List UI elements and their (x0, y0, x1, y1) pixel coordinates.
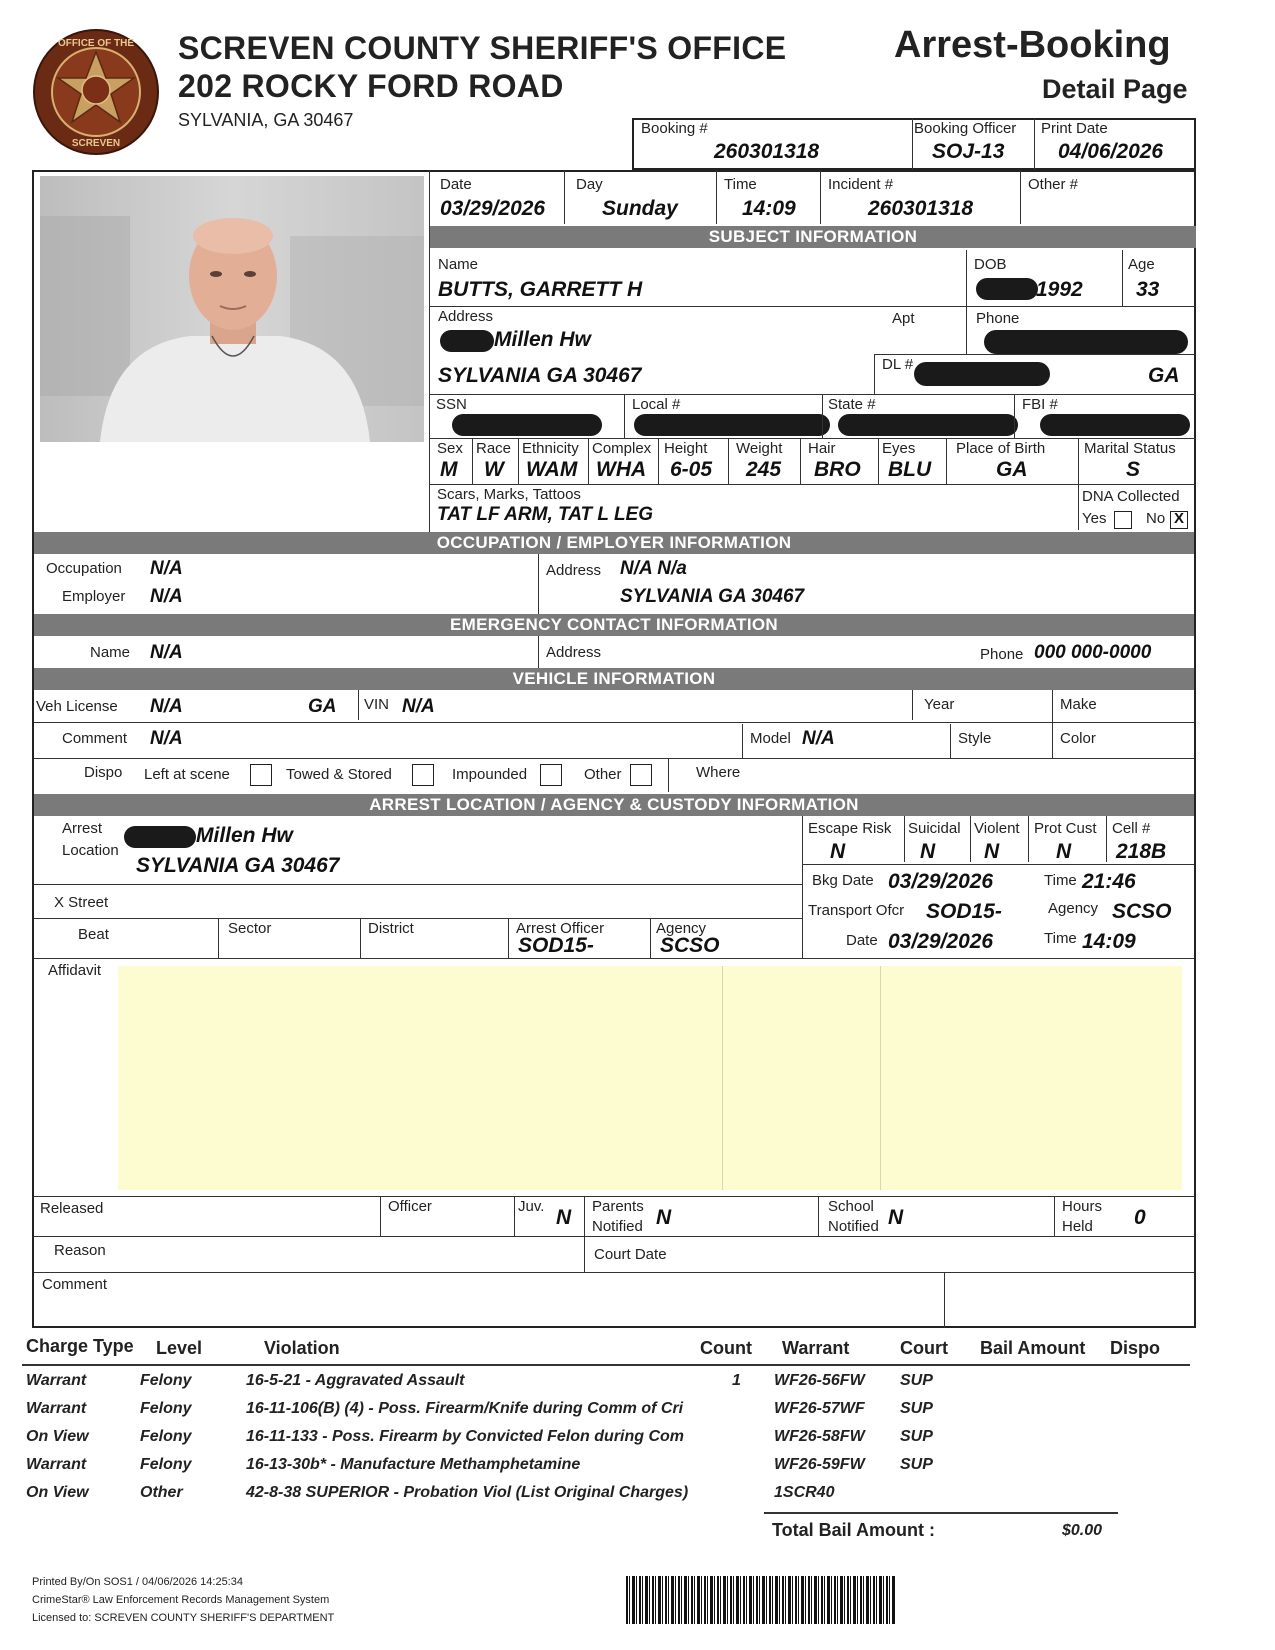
bkg-date: 03/29/2026 (888, 870, 994, 893)
school-notified: N (888, 1206, 904, 1229)
charge-level: Other (140, 1484, 183, 1501)
arrest-officer: SOD15- (518, 934, 594, 957)
arrest-header: ARREST LOCATION / AGENCY & CUSTODY INFORMATION (34, 794, 1194, 816)
sector-label: Sector (228, 920, 272, 937)
employer-label: Employer (62, 588, 126, 605)
date-label: Date (440, 176, 472, 193)
dispo-impounded-label: Impounded (452, 766, 528, 783)
height-label: Height (664, 440, 708, 457)
transport-date: 03/29/2026 (888, 930, 994, 953)
charge-type: Warrant (26, 1456, 87, 1473)
charge-type: Warrant (26, 1372, 87, 1389)
address-label: Address (438, 308, 494, 325)
state-id-label: State # (828, 396, 876, 413)
affidavit-label: Affidavit (48, 962, 102, 979)
form-subtitle: Detail Page (1042, 74, 1188, 104)
booking-label: Booking # (641, 120, 708, 137)
cell-label: Cell # (1112, 820, 1151, 837)
school-label-1: School (828, 1198, 874, 1215)
dispo-towed-label: Towed & Stored (286, 766, 392, 783)
sheriff-seal (32, 28, 160, 156)
charge-court: SUP (900, 1372, 933, 1389)
agency-name: SCREVEN COUNTY SHERIFF'S OFFICE (178, 30, 787, 66)
dob-label: DOB (974, 256, 1007, 273)
bkg-date-label: Bkg Date (812, 872, 874, 889)
transport-time: 14:09 (1082, 930, 1136, 953)
dna-no-label: No (1146, 510, 1166, 527)
age-label: Age (1128, 256, 1155, 273)
escape-risk: N (830, 840, 846, 863)
beat-label: Beat (78, 926, 109, 943)
dispo-left-checkbox[interactable] (250, 764, 272, 786)
affidavit-redaction (118, 966, 1182, 1190)
local-label: Local # (632, 396, 681, 413)
sex-label: Sex (437, 440, 463, 457)
suicidal: N (920, 840, 936, 863)
bkg-time-label: Time (1044, 872, 1077, 889)
charge-count: 1 (732, 1372, 741, 1389)
subject-weight: 245 (746, 458, 782, 481)
charge-violation: 16-11-133 - Poss. Firearm by Convicted Felon during Com (246, 1428, 685, 1445)
charge-warrant: WF26-58FW (774, 1428, 865, 1445)
mugshot-photo (40, 176, 424, 442)
charge-violation: 16-11-106(B) (4) - Poss. Firearm/Knife during Comm of Cri (246, 1400, 684, 1417)
subject-info-header: SUBJECT INFORMATION (430, 226, 1196, 248)
x-street-label: X Street (54, 894, 109, 911)
charge-violation: 16-13-30b* - Manufacture Methamphetamine (246, 1456, 581, 1473)
arrest-officer-label: Arrest Officer (516, 920, 605, 937)
district-label: District (368, 920, 414, 937)
eyes-label: Eyes (882, 440, 916, 457)
other-label: Other # (1028, 176, 1079, 193)
transport-officer: SOD15- (926, 900, 1002, 923)
booking-officer-label: Booking Officer (914, 120, 1017, 137)
transport-agency: SCSO (1112, 900, 1172, 923)
charges-header-court: Court (900, 1338, 948, 1358)
incident-number: 260301318 (868, 197, 974, 220)
reason-label: Reason (54, 1242, 106, 1259)
footer-printed: Printed By/On SOS1 / 04/06/2026 14:25:34 (32, 1576, 243, 1588)
comment-label: Comment (42, 1276, 108, 1293)
charge-type: On View (26, 1428, 89, 1445)
print-date: 04/06/2026 (1058, 140, 1164, 163)
violent-label: Violent (974, 820, 1020, 837)
booking-number: 260301318 (714, 140, 820, 163)
employer-address-label: Address (546, 562, 602, 579)
veh-license: N/A (150, 696, 183, 717)
charges-header-warrant: Warrant (782, 1338, 850, 1358)
footer-licensed: Licensed to: SCREVEN COUNTY SHERIFF'S DEPARTMENT (32, 1612, 335, 1624)
charge-violation: 42-8-38 SUPERIOR - Probation Viol (List Original Charges) (246, 1484, 689, 1501)
charge-level: Felony (140, 1372, 192, 1389)
color-label: Color (1060, 730, 1096, 747)
parents-label-1: Parents (592, 1198, 644, 1215)
address-redaction (440, 330, 494, 352)
dispo-impounded-checkbox[interactable] (540, 764, 562, 786)
where-label: Where (696, 764, 741, 781)
total-bail-label: Total Bail Amount : (772, 1520, 935, 1540)
vin-label: VIN (364, 696, 390, 713)
charge-warrant: WF26-56FW (774, 1372, 865, 1389)
dispo-towed-checkbox[interactable] (412, 764, 434, 786)
cell-number: 218B (1116, 840, 1167, 863)
arrest-agency-label: Agency (656, 920, 707, 937)
release-officer-label: Officer (388, 1198, 432, 1215)
footer-system: CrimeStar® Law Enforcement Records Management System (32, 1594, 330, 1606)
court-date-label: Court Date (594, 1246, 667, 1263)
emergency-name: N/A (150, 642, 183, 663)
charge-violation: 16-5-21 - Aggravated Assault (246, 1372, 465, 1389)
charge-level: Felony (140, 1456, 192, 1473)
employer-address-line2: SYLVANIA GA 30467 (620, 586, 805, 607)
dna-label: DNA Collected (1082, 488, 1180, 505)
race-label: Race (476, 440, 512, 457)
vehicle-header: VEHICLE INFORMATION (34, 668, 1194, 690)
employer-value: N/A (150, 586, 183, 607)
day-label: Day (576, 176, 603, 193)
emergency-name-label: Name (90, 644, 131, 661)
address-line1: Millen Hw (494, 328, 591, 351)
phone-redaction (984, 330, 1188, 354)
charge-warrant: WF26-57WF (774, 1400, 865, 1417)
arrest-location-line2: SYLVANIA GA 30467 (136, 854, 340, 877)
dob-redaction (976, 278, 1038, 300)
charges-header-dispo: Dispo (1110, 1338, 1161, 1358)
form-title: Arrest-Booking (894, 24, 1171, 66)
print-date-label: Print Date (1041, 120, 1108, 137)
subject-eyes: BLU (888, 458, 932, 481)
dna-yes-label: Yes (1082, 510, 1107, 527)
employer-address-line1: N/A N/a (620, 558, 687, 579)
fbi-redaction (1040, 414, 1190, 436)
arrest-agency: SCSO (660, 934, 720, 957)
dispo-label: Dispo (84, 764, 123, 781)
veh-license-label: Veh License (36, 698, 118, 715)
arrest-location-label-2: Location (62, 842, 119, 859)
school-label-2: Notified (828, 1218, 879, 1235)
event-day: Sunday (602, 197, 678, 220)
subject-complexion: WHA (596, 458, 647, 481)
charge-level: Felony (140, 1428, 192, 1445)
transport-time-label: Time (1044, 930, 1077, 947)
event-date: 03/29/2026 (440, 197, 546, 220)
dispo-other-checkbox[interactable] (630, 764, 652, 786)
state-id-redaction (838, 414, 1018, 436)
veh-license-state: GA (308, 696, 337, 717)
juv-value: N (556, 1206, 572, 1229)
complexion-label: Complex (592, 440, 652, 457)
address-line2: SYLVANIA GA 30467 (438, 364, 642, 387)
dl-label: DL # (882, 356, 914, 373)
total-bail-amount: $0.00 (1062, 1522, 1103, 1539)
emergency-phone: 000 000-0000 (1034, 642, 1152, 663)
emergency-address-label: Address (546, 644, 602, 661)
parents-notified: N (656, 1206, 672, 1229)
make-label: Make (1060, 696, 1097, 713)
charges-header-level: Level (156, 1338, 203, 1358)
veh-comment-label: Comment (62, 730, 128, 747)
subject-ethnicity: WAM (526, 458, 578, 481)
time-label: Time (724, 176, 757, 193)
violent: N (984, 840, 1000, 863)
subject-hair: BRO (814, 458, 861, 481)
charges-header-count: Count (700, 1338, 752, 1358)
hours-held: 0 (1134, 1206, 1146, 1229)
name-label: Name (438, 256, 479, 273)
booking-officer: SOJ-13 (932, 140, 1005, 163)
barcode (626, 1576, 896, 1624)
charge-warrant: WF26-59FW (774, 1456, 865, 1473)
escape-risk-label: Escape Risk (808, 820, 892, 837)
dispo-left-label: Left at scene (144, 766, 230, 783)
agency-street: 202 ROCKY FORD ROAD (178, 68, 564, 104)
transport-date-label: Date (846, 932, 878, 949)
subject-scars: TAT LF ARM, TAT L LEG (437, 504, 653, 525)
subject-age: 33 (1136, 278, 1160, 301)
hair-label: Hair (808, 440, 836, 457)
style-label: Style (958, 730, 992, 747)
charge-court: SUP (900, 1456, 933, 1473)
dispo-other-label: Other (584, 766, 622, 783)
emergency-phone-label: Phone (980, 646, 1024, 663)
marital-label: Marital Status (1084, 440, 1176, 457)
occupation-label: Occupation (46, 560, 122, 577)
year-label: Year (924, 696, 955, 713)
charge-type: On View (26, 1484, 89, 1501)
dna-yes-checkbox[interactable] (1114, 511, 1132, 529)
suicidal-label: Suicidal (908, 820, 961, 837)
local-redaction (634, 414, 830, 436)
charge-level: Felony (140, 1400, 192, 1417)
ssn-redaction (452, 414, 602, 436)
ssn-label: SSN (436, 396, 467, 413)
weight-label: Weight (736, 440, 783, 457)
subject-name: BUTTS, GARRETT H (438, 278, 643, 301)
subject-height: 6-05 (670, 458, 713, 481)
phone-label: Phone (976, 310, 1020, 327)
model-value: N/A (802, 728, 835, 749)
scars-label: Scars, Marks, Tattoos (437, 486, 581, 503)
pob-label: Place of Birth (956, 440, 1046, 457)
event-time: 14:09 (742, 197, 796, 220)
hours-label-1: Hours (1062, 1198, 1103, 1215)
apt-label: Apt (892, 310, 915, 327)
parents-label-2: Notified (592, 1218, 643, 1235)
occupation-header: OCCUPATION / EMPLOYER INFORMATION (34, 532, 1194, 554)
dl-redaction (914, 362, 1050, 386)
veh-comment: N/A (150, 728, 183, 749)
dob-year: 1992 (1036, 278, 1083, 301)
subject-pob: GA (996, 458, 1028, 481)
emergency-header: EMERGENCY CONTACT INFORMATION (34, 614, 1194, 636)
arrest-location-line1: Millen Hw (196, 824, 293, 847)
bkg-time: 21:46 (1082, 870, 1136, 893)
charges-header-bail: Bail Amount (980, 1338, 1086, 1358)
subject-race: W (484, 458, 504, 481)
incident-label: Incident # (828, 176, 894, 193)
hours-label-2: Held (1062, 1218, 1093, 1235)
svg-text:OFFICE OF THE: OFFICE OF THE (57, 38, 135, 49)
transport-label: Transport Ofcr (808, 902, 905, 919)
fbi-label: FBI # (1022, 396, 1058, 413)
charges-header-violation: Violation (264, 1338, 340, 1358)
prot-cust-label: Prot Cust (1034, 820, 1097, 837)
dna-no-checkbox[interactable]: X (1170, 511, 1188, 529)
arrest-location-label-1: Arrest (62, 820, 103, 837)
juv-label: Juv. (518, 1198, 545, 1215)
agency-city: SYLVANIA, GA 30467 (178, 110, 354, 130)
vin-value: N/A (402, 696, 435, 717)
prot-cust: N (1056, 840, 1072, 863)
subject-marital: S (1126, 458, 1141, 481)
released-label: Released (40, 1200, 104, 1217)
charge-court: SUP (900, 1428, 933, 1445)
arrest-location-redaction (124, 826, 196, 848)
svg-text:SCREVEN: SCREVEN (71, 138, 121, 149)
charge-court: SUP (900, 1400, 933, 1417)
transport-agency-label: Agency (1048, 900, 1099, 917)
subject-sex: M (440, 458, 458, 481)
charge-type: Warrant (26, 1400, 87, 1417)
charge-warrant: 1SCR40 (774, 1484, 835, 1501)
dl-state: GA (1148, 364, 1180, 387)
ethnicity-label: Ethnicity (522, 440, 579, 457)
charges-header-type: Charge Type (26, 1336, 134, 1356)
occupation-value: N/A (150, 558, 183, 579)
model-label: Model (750, 730, 791, 747)
